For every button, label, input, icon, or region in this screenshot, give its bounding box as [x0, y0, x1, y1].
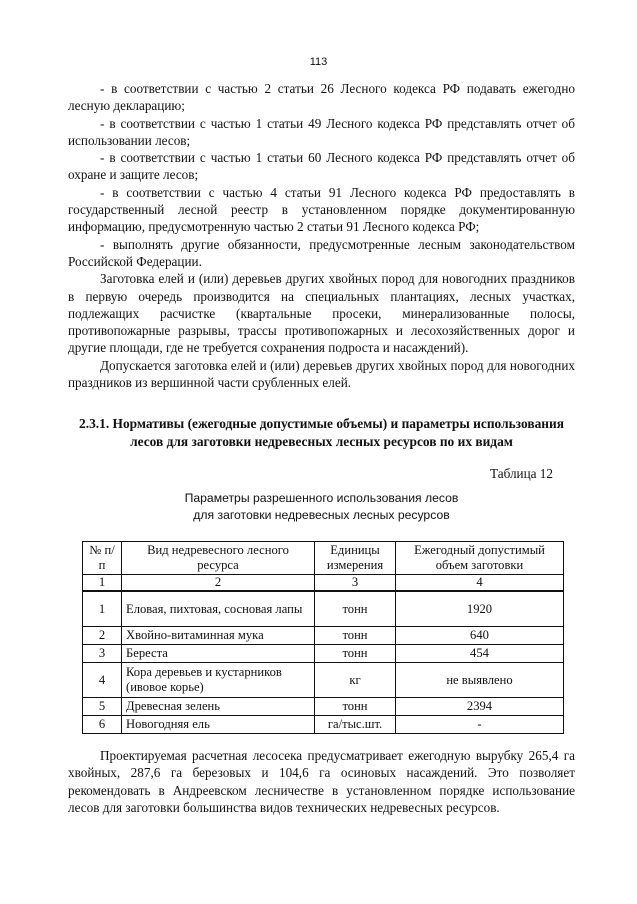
- intro-text: [68, 80, 575, 391]
- cell-number: 6: [83, 716, 122, 734]
- cell-resource: Хвойно-витаминная мука: [122, 627, 315, 645]
- table-row: [83, 698, 564, 716]
- table-caption: [68, 490, 575, 524]
- cell-resource: Кора деревьев и кустарников (ивовое корье): [122, 663, 315, 698]
- cell-number: 5: [83, 698, 122, 716]
- paragraph: Заготовка елей и (или) деревьев других хвойных пород для новогодних праздников в первую очередь производится на специальных плантациях, лесных участках, подлежащих расчистке (квартальные просеки, минерализованные полосы, противопожарные разрывы, трассы противопожарных и лесохозяйственных дорог и другие площади, где не требуется сохранения подроста и насаждений).: [68, 271, 575, 356]
- table-row: [83, 627, 564, 645]
- paragraph: - в соответствии с частью 2 статьи 26 Лесного кодекса РФ подавать ежегодно лесную декларацию;: [68, 81, 575, 114]
- table-row: [83, 645, 564, 663]
- paragraph: - в соответствии с частью 1 статьи 60 Лесного кодекса РФ представлять отчет об охране и защите лесов;: [68, 150, 575, 183]
- table-caption-line: Параметры разрешенного использования лесов: [184, 491, 459, 505]
- closing-paragraph: Проектируемая расчетная лесосека предусматривает ежегодную вырубку 265,4 га хвойных, 287,6 га березовых и 104,6 га осиновых насаждений. Это позволяет рекомендовать в Андреевском лесничестве в установленном порядке использование лесов для заготовки большинства видов технических недревесных ресурсов.: [68, 748, 575, 815]
- resources-table: [82, 541, 564, 734]
- paragraph: - в соответствии с частью 4 статьи 91 Лесного кодекса РФ предоставлять в государственный лесной реестр в установленном порядке документированную информацию, предусмотренную частью 2 статьи 91 Лесного кодекса РФ;: [68, 184, 575, 235]
- page-number: 113: [309, 56, 328, 68]
- cell-unit: тонн: [315, 627, 396, 645]
- cell-unit: га/тыс.шт.: [315, 716, 396, 734]
- cell-volume: 2394: [396, 698, 564, 716]
- header-cell-resource: Вид недревесного лесного ресурса: [122, 542, 315, 575]
- table-row: [83, 591, 564, 627]
- table-row: [83, 716, 564, 734]
- cell-number: 3: [83, 645, 122, 663]
- column-number: 3: [315, 575, 396, 592]
- cell-resource: Новогодняя ель: [122, 716, 315, 734]
- column-number: 4: [396, 575, 564, 592]
- cell-resource: Еловая, пихтовая, сосновая лапы: [122, 591, 315, 627]
- column-number: 2: [122, 575, 315, 592]
- paragraph: Допускается заготовка елей и (или) деревьев других хвойных пород для новогодних праздников из вершинной части срубленных елей.: [68, 357, 575, 391]
- table-label: Таблица 12: [490, 466, 553, 481]
- column-number: 1: [83, 575, 122, 592]
- cell-volume: не выявлено: [396, 663, 564, 698]
- cell-volume: 640: [396, 627, 564, 645]
- section-heading: 2.3.1. Нормативы (ежегодные допустимые объемы) и параметры использования лесов для заготовки недревесных лесных ресурсов по их видам: [79, 416, 564, 449]
- cell-unit: тонн: [315, 645, 396, 663]
- cell-number: 4: [83, 663, 122, 698]
- table-caption-line: для заготовки недревесных лесных ресурсов: [193, 508, 450, 522]
- cell-volume: 1920: [396, 591, 564, 627]
- cell-unit: тонн: [315, 698, 396, 716]
- column-number-row: [83, 575, 564, 592]
- header-cell-unit: Единицы измерения: [315, 542, 396, 575]
- cell-volume: 454: [396, 645, 564, 663]
- table-header-row: [83, 542, 564, 575]
- header-cell-volume: Ежегодный допустимый объем заготовки: [396, 542, 564, 575]
- paragraph: - выполнять другие обязанности, предусмотренные лесным законодательством Российской Федерации.: [68, 236, 575, 269]
- cell-number: 2: [83, 627, 122, 645]
- table-row: [83, 663, 564, 698]
- header-cell-number: № п/п: [83, 542, 122, 575]
- cell-unit: тонн: [315, 591, 396, 627]
- cell-volume: -: [396, 716, 564, 734]
- cell-resource: Древесная зелень: [122, 698, 315, 716]
- paragraph: - в соответствии с частью 1 статьи 49 Лесного кодекса РФ представлять отчет об использовании лесов;: [68, 115, 575, 148]
- cell-unit: кг: [315, 663, 396, 698]
- cell-resource: Береста: [122, 645, 315, 663]
- cell-number: 1: [83, 591, 122, 627]
